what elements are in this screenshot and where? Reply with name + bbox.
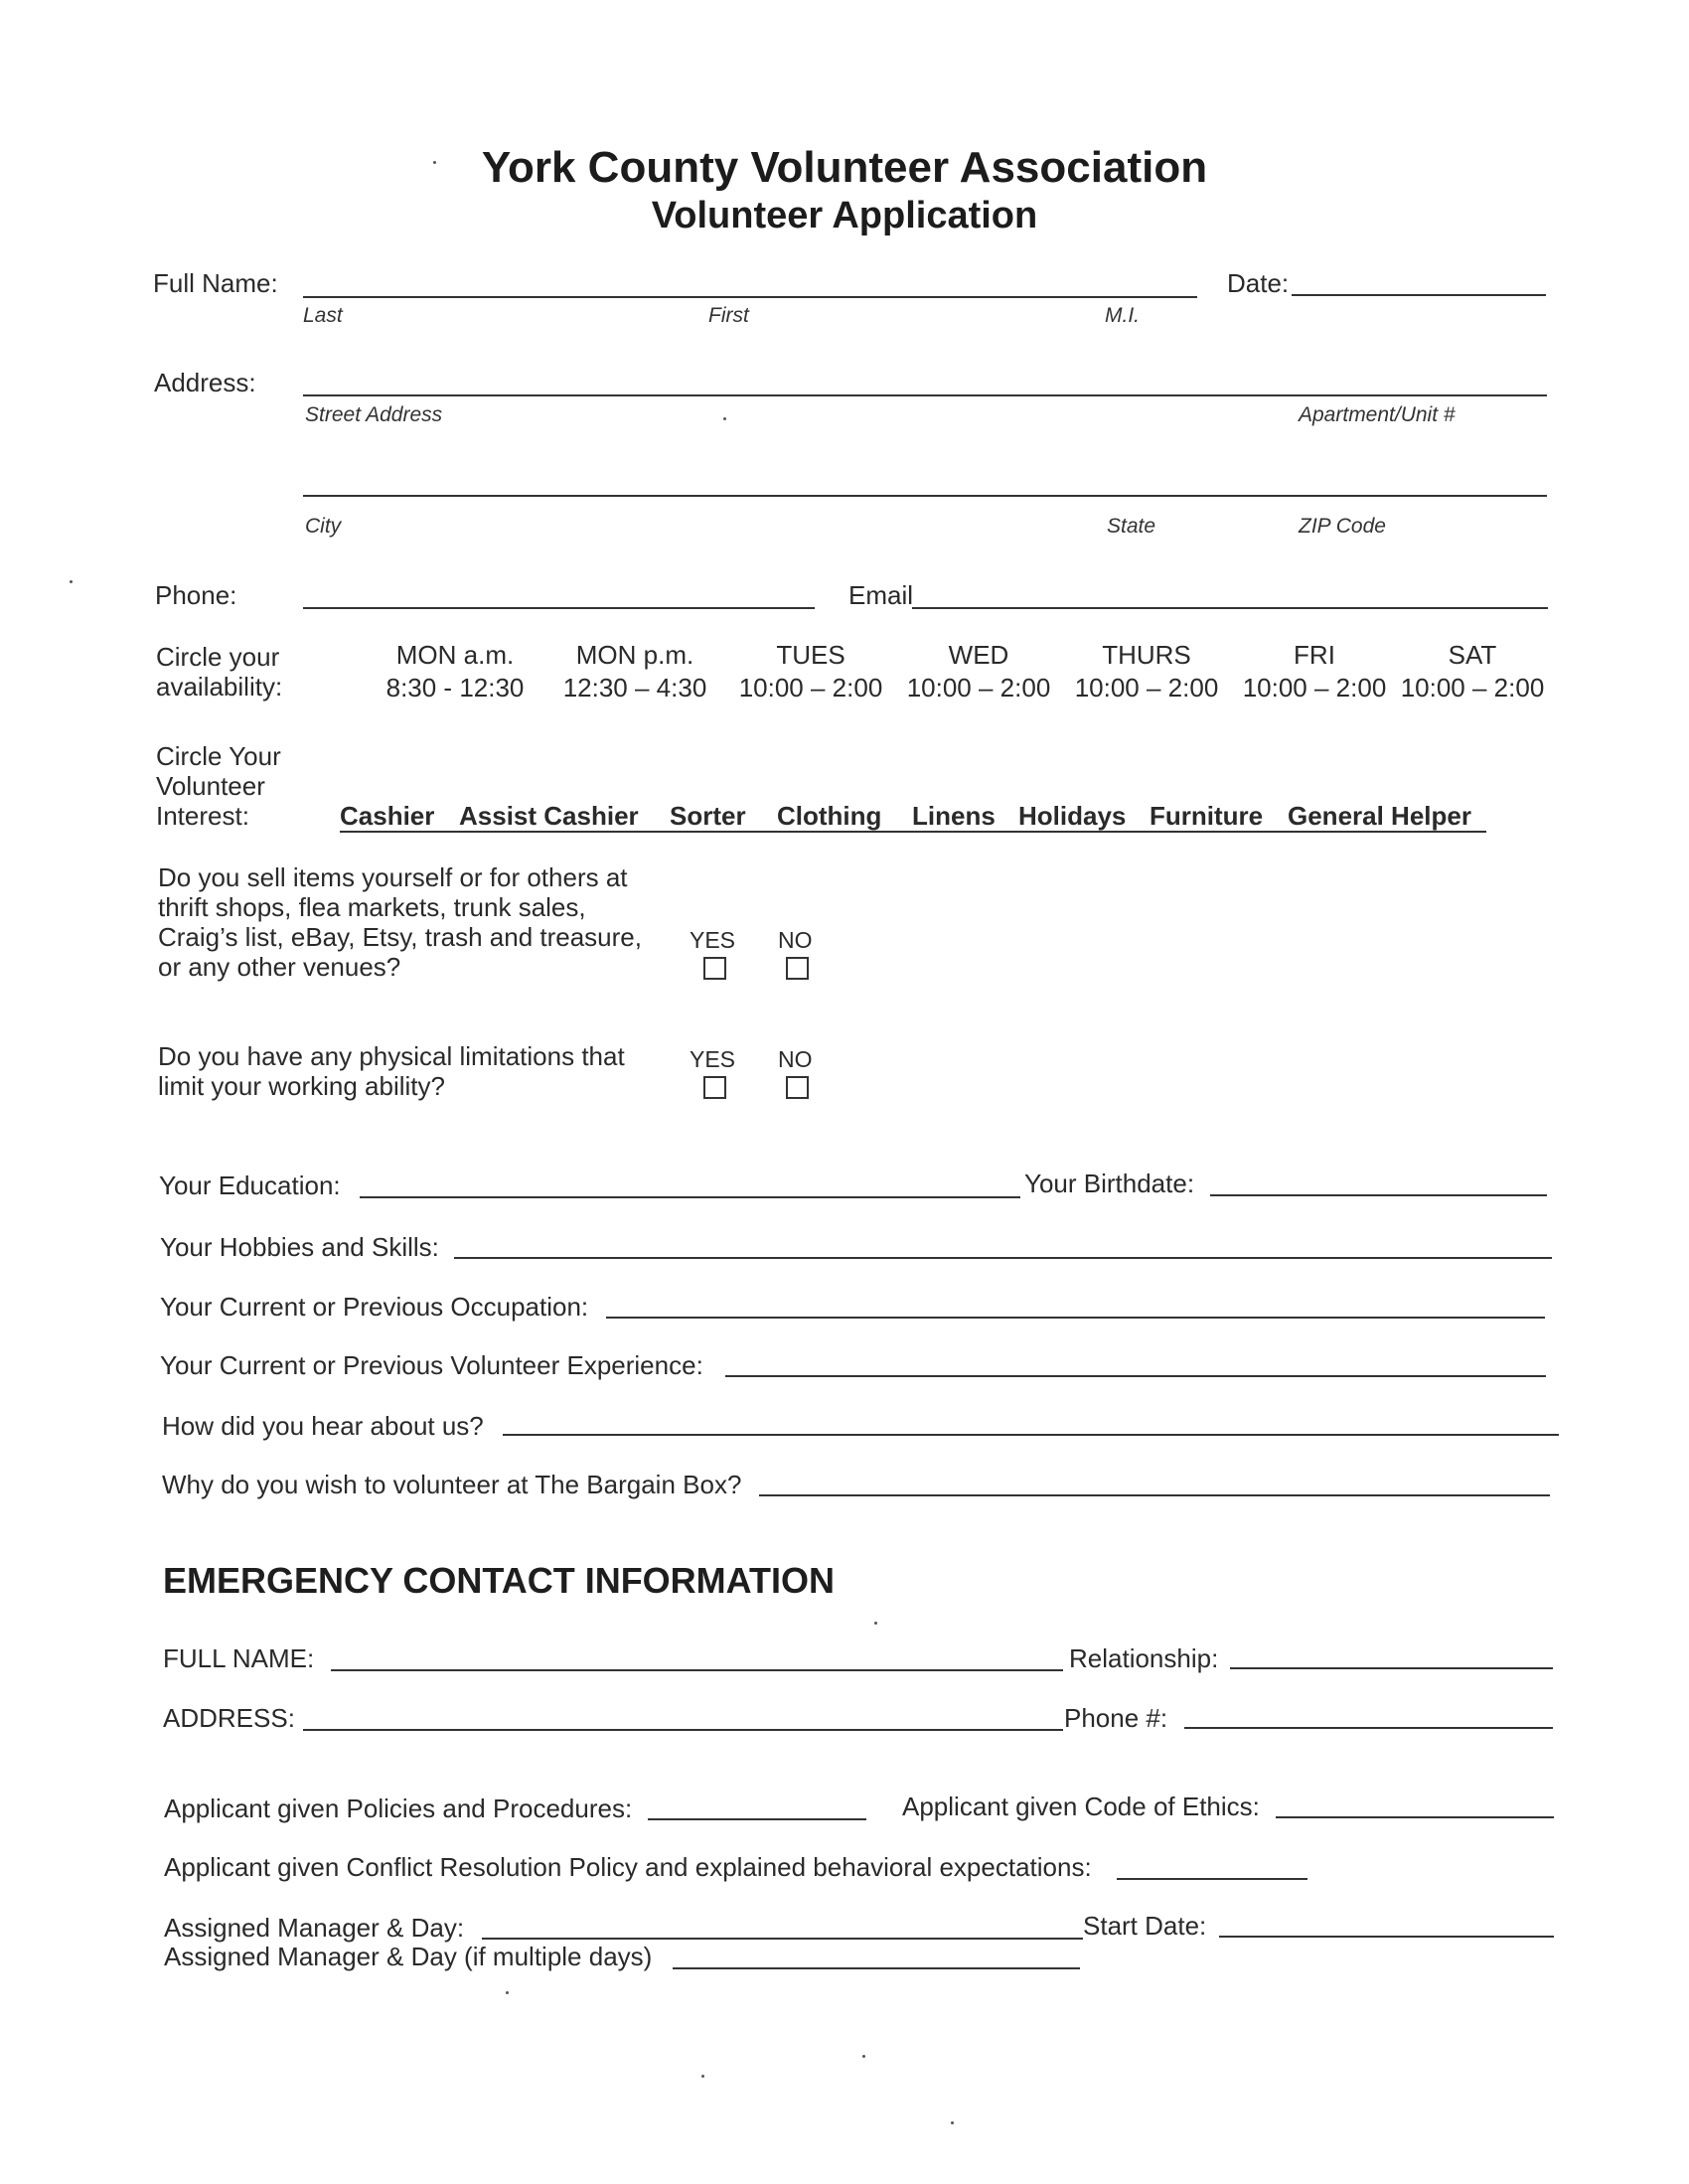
sell-yes-checkbox[interactable] <box>703 957 726 980</box>
slot-day: WED <box>948 640 1009 670</box>
interest-assist-cashier[interactable]: Assist Cashier <box>459 801 639 831</box>
why-volunteer-line[interactable] <box>759 1494 1550 1496</box>
slot-time: 8:30 - 12:30 <box>385 673 525 702</box>
interest-underline <box>340 831 1486 833</box>
availability-sat[interactable] <box>1393 640 1552 703</box>
interest-cashier[interactable]: Cashier <box>340 801 435 831</box>
interest-general-helper[interactable]: General Helper <box>1288 801 1471 831</box>
birthdate-line[interactable] <box>1210 1194 1547 1196</box>
availability-mon-pm[interactable] <box>555 640 714 703</box>
middle-initial-caption: M.I. <box>1105 304 1140 327</box>
emergency-heading: EMERGENCY CONTACT INFORMATION <box>163 1560 835 1601</box>
education-label: Your Education: <box>159 1170 341 1200</box>
full-name-label: Full Name: <box>153 268 278 298</box>
emergency-phone-label: Phone #: <box>1064 1703 1168 1733</box>
occupation-label: Your Current or Previous Occupation: <box>160 1292 589 1322</box>
scan-speck <box>951 2121 954 2124</box>
first-name-caption: First <box>708 304 749 327</box>
limit-yes-checkbox[interactable] <box>703 1076 726 1099</box>
availability-label-2: availability: <box>156 672 283 702</box>
interest-furniture[interactable]: Furniture <box>1150 801 1264 831</box>
sell-question-line-4: or any other venues? <box>158 952 401 982</box>
scan-speck <box>862 2055 865 2058</box>
last-name-caption: Last <box>303 304 343 327</box>
scan-speck <box>433 161 436 164</box>
sell-yes-label: YES <box>690 927 736 953</box>
email-line[interactable] <box>912 607 1548 609</box>
sell-question-line-3: Craig’s list, eBay, Etsy, trash and treasure, <box>158 922 642 952</box>
street-address-line[interactable] <box>303 394 1547 396</box>
why-volunteer-label: Why do you wish to volunteer at The Bargain Box? <box>162 1470 742 1499</box>
phone-line[interactable] <box>303 607 815 609</box>
scan-speck <box>70 580 73 583</box>
interest-label-2: Volunteer <box>156 771 265 801</box>
date-label: Date: <box>1227 268 1290 298</box>
policies-label: Applicant given Policies and Procedures: <box>164 1794 633 1823</box>
interest-sorter[interactable]: Sorter <box>670 801 746 831</box>
emergency-name-line[interactable] <box>331 1669 1063 1671</box>
scan-speck <box>701 2075 704 2078</box>
scan-speck <box>874 1622 877 1625</box>
occupation-line[interactable] <box>606 1317 1545 1319</box>
slot-day: SAT <box>1448 640 1497 670</box>
slot-time: 10:00 – 2:00 <box>1400 673 1545 702</box>
slot-time: 10:00 – 2:00 <box>738 673 883 702</box>
availability-mon-am[interactable] <box>376 640 535 703</box>
slot-day: THURS <box>1102 640 1191 670</box>
birthdate-label: Your Birthdate: <box>1024 1169 1195 1198</box>
manager-multi-label: Assigned Manager & Day (if multiple days) <box>164 1942 653 1971</box>
limit-question-line-2: limit your working ability? <box>158 1071 445 1101</box>
limit-yes-label: YES <box>690 1046 736 1072</box>
scan-speck <box>723 417 726 420</box>
full-name-line[interactable] <box>303 296 1197 298</box>
manager-label: Assigned Manager & Day: <box>164 1913 465 1943</box>
slot-day: TUES <box>776 640 845 670</box>
slot-time: 10:00 – 2:00 <box>1242 673 1387 702</box>
availability-wed[interactable] <box>899 640 1058 703</box>
sell-no-label: NO <box>778 927 813 953</box>
limit-no-label: NO <box>778 1046 813 1072</box>
zip-caption: ZIP Code <box>1299 515 1386 538</box>
interest-label-3: Interest: <box>156 801 249 831</box>
start-date-line[interactable] <box>1219 1936 1554 1938</box>
hobbies-line[interactable] <box>454 1257 1552 1259</box>
slot-day: MON a.m. <box>395 640 515 670</box>
ethics-line[interactable] <box>1276 1816 1554 1818</box>
manager-multi-line[interactable] <box>673 1967 1080 1969</box>
slot-day: MON p.m. <box>575 640 694 670</box>
emergency-address-label: ADDRESS: <box>163 1703 295 1733</box>
state-caption: State <box>1107 515 1156 538</box>
conflict-policy-label: Applicant given Conflict Resolution Policy and explained behavioral expectations: <box>164 1852 1092 1882</box>
limit-no-checkbox[interactable] <box>786 1076 809 1099</box>
hear-about-line[interactable] <box>503 1434 1559 1436</box>
scan-speck <box>506 1991 509 1994</box>
policies-line[interactable] <box>648 1818 866 1820</box>
education-line[interactable] <box>360 1196 1020 1198</box>
conflict-policy-line[interactable] <box>1117 1878 1307 1880</box>
slot-time: 10:00 – 2:00 <box>1074 673 1219 702</box>
city-state-zip-line[interactable] <box>303 495 1547 497</box>
relationship-line[interactable] <box>1230 1667 1553 1669</box>
sell-question-line-1: Do you sell items yourself or for others at <box>158 862 628 892</box>
slot-time: 10:00 – 2:00 <box>906 673 1051 702</box>
sell-no-checkbox[interactable] <box>786 957 809 980</box>
emergency-phone-line[interactable] <box>1184 1727 1553 1729</box>
manager-line[interactable] <box>482 1938 1083 1940</box>
emergency-name-label: FULL NAME: <box>163 1643 315 1673</box>
sell-question-line-2: thrift shops, flea markets, trunk sales, <box>158 892 586 922</box>
address-label: Address: <box>154 368 256 397</box>
city-caption: City <box>305 515 342 538</box>
availability-tues[interactable] <box>731 640 890 703</box>
availability-thurs[interactable] <box>1067 640 1226 703</box>
street-address-caption: Street Address <box>305 403 443 426</box>
interest-label-1: Circle Your <box>156 741 281 771</box>
organization-title: York County Volunteer Association <box>481 143 1208 192</box>
date-line[interactable] <box>1292 294 1546 296</box>
start-date-label: Start Date: <box>1083 1911 1207 1941</box>
interest-holidays[interactable]: Holidays <box>1018 801 1127 831</box>
apartment-caption: Apartment/Unit # <box>1299 403 1456 426</box>
availability-label-1: Circle your <box>156 642 280 672</box>
limit-question-line-1: Do you have any physical limitations that <box>158 1041 625 1071</box>
slot-day: FRI <box>1294 640 1335 670</box>
slot-time: 12:30 – 4:30 <box>562 673 707 702</box>
phone-label: Phone: <box>155 580 237 610</box>
ethics-label: Applicant given Code of Ethics: <box>902 1792 1260 1821</box>
interest-linens[interactable]: Linens <box>912 801 996 831</box>
hear-about-label: How did you hear about us? <box>162 1411 484 1441</box>
relationship-label: Relationship: <box>1069 1643 1219 1673</box>
hobbies-label: Your Hobbies and Skills: <box>160 1232 439 1262</box>
availability-fri[interactable] <box>1235 640 1394 703</box>
volunteer-experience-label: Your Current or Previous Volunteer Experience: <box>160 1350 703 1380</box>
emergency-address-line[interactable] <box>303 1729 1063 1731</box>
interest-clothing[interactable]: Clothing <box>777 801 882 831</box>
volunteer-experience-line[interactable] <box>725 1375 1546 1377</box>
form-title: Volunteer Application <box>651 195 1038 236</box>
email-label: Email <box>848 580 914 610</box>
